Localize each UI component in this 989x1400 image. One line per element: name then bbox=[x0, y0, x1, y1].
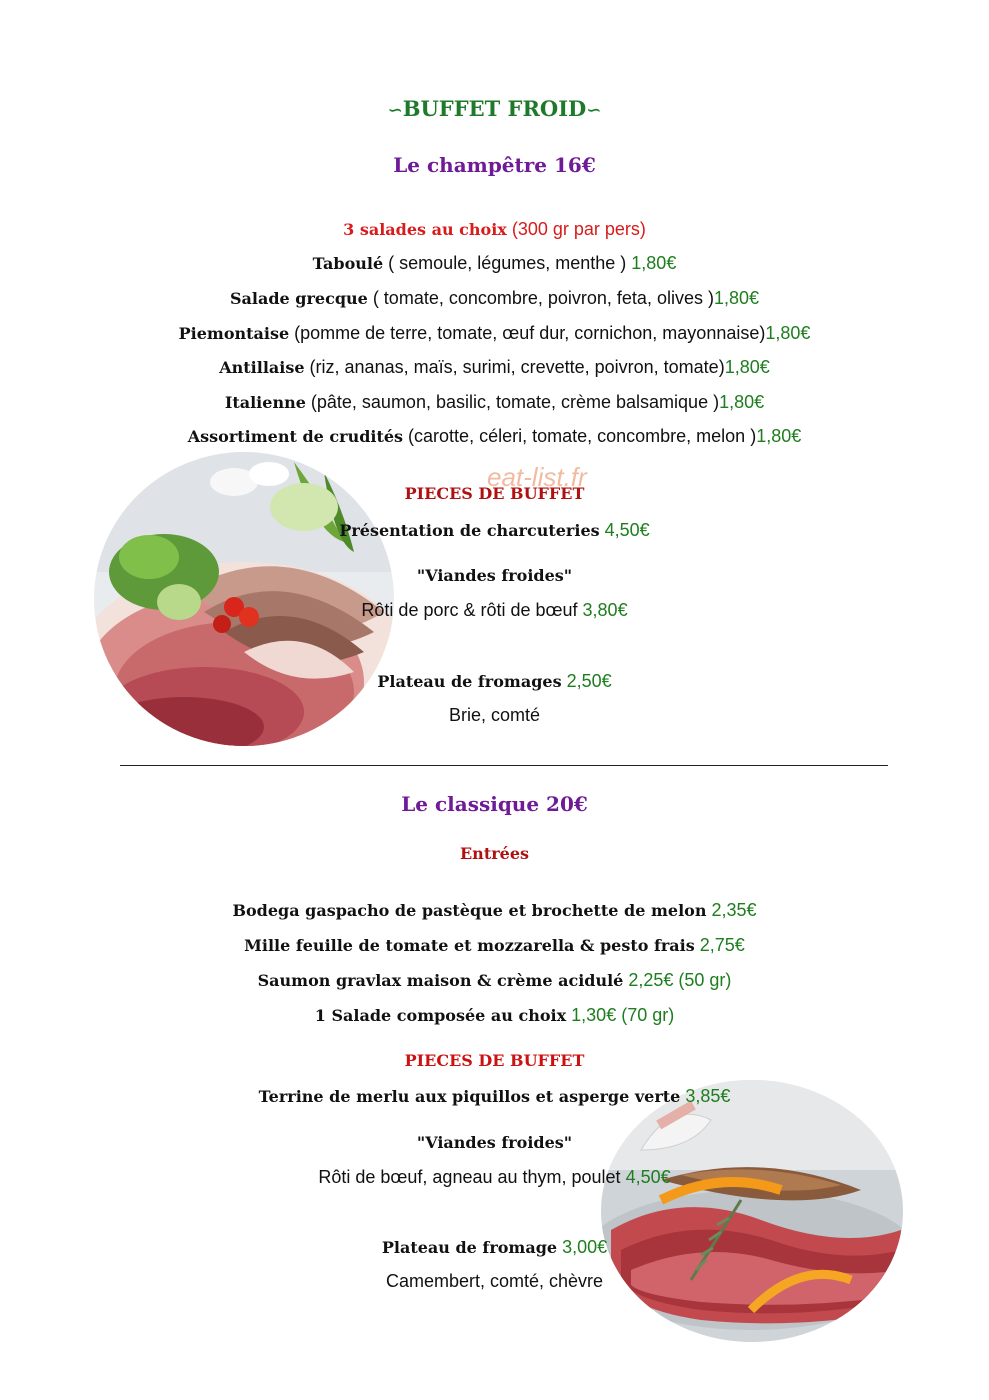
menu-title-classique: Le classique 20€ bbox=[401, 792, 588, 816]
list-item: Assortiment de crudités (carotte, céleri, tomate, concombre, melon )1,80€ bbox=[187, 426, 802, 446]
viandes-header-2: "Viandes froides" bbox=[416, 1133, 573, 1152]
menu-title-champetre: Le champêtre 16€ bbox=[393, 153, 596, 177]
list-item: Rôti de porc & rôti de bœuf 3,80€ bbox=[361, 600, 628, 620]
list-item: Présentation de charcuteries 4,50€ bbox=[339, 520, 650, 540]
watermark-text: eat-list.fr bbox=[487, 462, 587, 492]
section-divider bbox=[120, 765, 888, 766]
list-item: Taboulé ( semoule, légumes, menthe ) 1,80€ bbox=[312, 253, 677, 273]
fromages-desc: Brie, comté bbox=[448, 705, 541, 725]
list-item: 1 Salade composée au choix 1,30€ (70 gr) bbox=[314, 1005, 675, 1025]
list-item: Salade grecque ( tomate, concombre, poivron, feta, olives )1,80€ bbox=[229, 288, 760, 308]
salads-header: 3 salades au choix (300 gr par pers) bbox=[343, 219, 646, 239]
viandes-header-1: "Viandes froides" bbox=[416, 566, 573, 585]
pieces-header-1: PIECES DE BUFFET bbox=[404, 484, 585, 503]
list-item: Antillaise (riz, ananas, maïs, surimi, crevette, poivron, tomate)1,80€ bbox=[219, 357, 770, 377]
roast-beef-photo bbox=[601, 1080, 903, 1342]
list-item: Mille feuille de tomate et mozzarella & pesto frais 2,75€ bbox=[244, 935, 745, 955]
list-item: Rôti de bœuf, agneau au thym, poulet 4,50€ bbox=[318, 1167, 671, 1187]
list-item: Saumon gravlax maison & crème acidulé 2,25€ (50 gr) bbox=[257, 970, 732, 990]
list-item: Bodega gaspacho de pastèque et brochette de melon 2,35€ bbox=[232, 900, 757, 920]
list-item: Plateau de fromage 3,00€ bbox=[381, 1237, 608, 1257]
entrees-header: Entrées bbox=[459, 844, 529, 863]
right-ornament-icon: ∽ bbox=[586, 100, 602, 121]
fromage-desc: Camembert, comté, chèvre bbox=[385, 1271, 604, 1291]
pieces-header-2: PIECES DE BUFFET bbox=[404, 1051, 585, 1070]
list-item: Piemontaise (pomme de terre, tomate, œuf dur, cornichon, mayonnaise)1,80€ bbox=[178, 323, 811, 343]
page-title bbox=[0, 97, 989, 123]
left-ornament-icon: ∽ bbox=[387, 100, 403, 121]
title-text: BUFFET FROID bbox=[402, 96, 587, 121]
list-item: Terrine de merlu aux piquillos et asperge verte 3,85€ bbox=[258, 1086, 731, 1106]
list-item: Plateau de fromages 2,50€ bbox=[377, 671, 612, 691]
list-item: Italienne (pâte, saumon, basilic, tomate, crème balsamique )1,80€ bbox=[224, 392, 765, 412]
